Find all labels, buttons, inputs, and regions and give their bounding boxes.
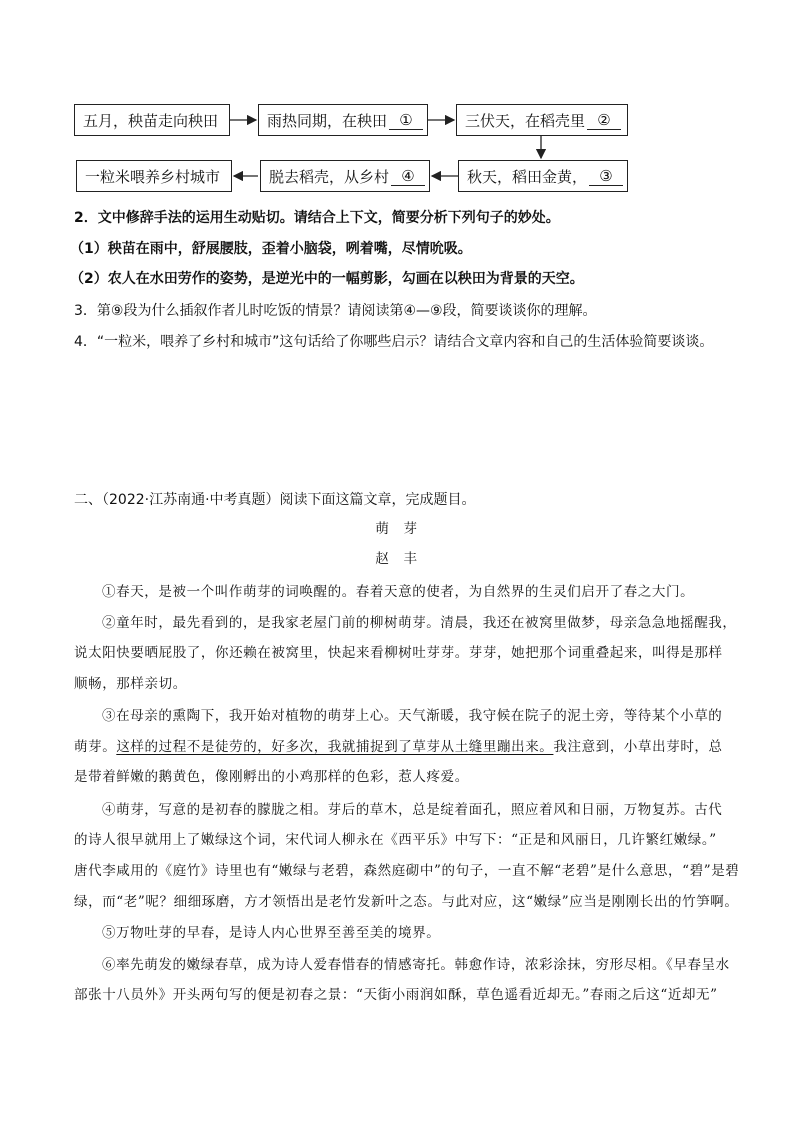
blank-1: ① [389,111,423,130]
blank-3: ③ [589,167,623,186]
flow-box-autumn-text: 秋天，稻田金黄， [467,167,588,186]
paragraph-1: ①春天，是被一个叫作萌芽的词唤醒的。春着天意的使者，为自然界的生灵们启开了春之大门。 [102,584,695,600]
blank-4: ④ [391,167,425,186]
paragraph-3-line-2-pre: 萌芽。 [74,739,117,755]
flow-box-feed-text: 一粒米喂养乡村城市 [85,167,221,186]
article-author: 赵 丰 [375,551,418,567]
underlined-sentence: 这样的过程不是徒劳的，好多次，我就捕捉到了草芽从土缝里蹦出来。 [116,739,554,755]
question-2-2: （2）农人在水田劳作的姿势，是逆光中的一幅剪影，勾画在以秧田为背景的天空。 [70,271,584,287]
paragraph-3-line-3: 是带着鲜嫩的鹅黄色，像刚孵出的小鸡那样的色彩，惹人疼爱。 [74,769,469,785]
paragraph-3-line-1: ③在母亲的熏陶下，我开始对植物的萌芽上心。天气渐暖，我守候在院子的泥土旁，等待某个小草的 [102,708,723,724]
paragraph-3-line-2-post: 我注意到，小草出芽时，总 [553,739,723,755]
section-2-heading: 二、（2022·江苏南通·中考真题）阅读下面这篇文章，完成题目。 [74,492,476,508]
flow-box-feed [76,160,232,192]
flow-box-husk-text: 脱去稻壳，从乡村 [269,167,390,186]
question-2: 2．文中修辞手法的运用生动贴切。请结合上下文，简要分析下列句子的妙处。 [74,210,560,226]
flow-box-rain-text: 雨热同期，在秧田 [267,111,388,130]
flow-box-summer-text: 三伏天，在稻壳里 [465,111,586,130]
flow-box-summer [456,104,628,136]
paragraph-4-line-1: ④萌芽，写意的是初春的朦胧之相。芽后的草木，总是绽着面孔，照应着风和日丽，万物复苏。古代 [102,802,723,818]
flow-box-autumn [458,160,628,192]
flow-box-rain [258,104,428,136]
paragraph-2-line-3: 顺畅，那样亲切。 [74,676,187,692]
question-4: 4．“一粒米，喂养了乡村和城市”这句话给了你哪些启示？请结合文章内容和自己的生活体验简要谈谈。 [74,334,714,350]
article-title: 萌 芽 [375,521,418,537]
paragraph-6-line-1: ⑥率先萌发的嫩绿春草，成为诗人爱春惜春的情感寄托。韩愈作诗，浓彩涂抹，穷形尽相。《早春呈水 [102,957,730,973]
paragraph-2-line-1: ②童年时，最先看到的，是我家老屋门前的柳树萌芽。清晨，我还在被窝里做梦，母亲急急地摇醒我， [102,615,737,631]
paragraph-4-line-2: 的诗人很早就用上了嫩绿这个词，宋代词人柳永在《西平乐》中写下：“正是和风丽日，几许繁红嫩绿。” [74,832,717,848]
question-3: 3．第⑨段为什么插叙作者儿时吃饭的情景？请阅读第④—⑨段，简要谈谈你的理解。 [74,303,597,319]
paragraph-3-line-2 [74,738,723,756]
flow-box-husk [260,160,430,192]
paragraph-6-line-2: 部张十八员外》开头两句写的便是初春之景：“天街小雨润如酥，草色遥看近却无。”春雨之后这“近却无” [74,987,718,1003]
question-2-1: （1）秧苗在雨中，舒展腰肢，歪着小脑袋，咧着嘴，尽情吮吸。 [70,241,472,257]
flow-box-may [74,104,230,136]
paragraph-2-line-2: 说太阳快要晒屁股了，你还赖在被窝里，快起来看柳树吐芽芽。芽芽，她把那个词重叠起来，叫得是那样 [74,645,723,661]
blank-2: ② [587,111,621,130]
paragraph-5: ⑤万物吐芽的早春，是诗人内心世界至善至美的境界。 [102,925,441,941]
paragraph-4-line-3: 唐代李咸用的《庭竹》诗里也有“嫩绿与老碧，森然庭砌中”的句子，一直不解“老碧”是什么意思，“碧”是碧 [74,863,740,879]
paragraph-4-line-4: 绿，而“老”呢？细细琢磨，方才领悟出是老竹发新叶之态。与此对应，这“嫩绿”应当是刚刚长出的竹笋啊。 [74,894,739,910]
flow-box-may-text: 五月，秧苗走向秧田 [83,111,219,130]
